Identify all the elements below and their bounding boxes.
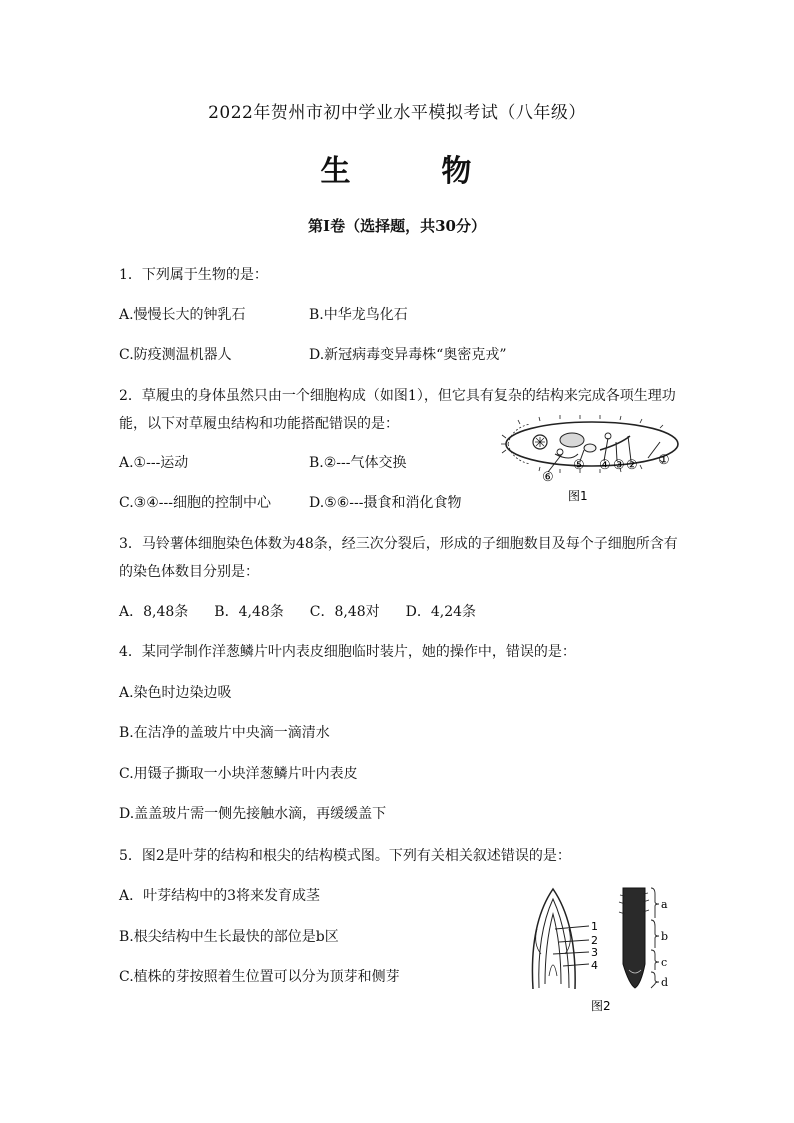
part-heading: 第Ⅰ卷（选择题，共30分） xyxy=(308,217,486,235)
figure-1-label-5: ⑤ xyxy=(573,458,585,473)
figure-1-label-1: ① xyxy=(658,453,670,468)
figure-1-label-2: ② xyxy=(626,458,638,473)
figure-2-bud-label-4: 4 xyxy=(591,959,598,972)
question-3-stem-line-2: 的染色体数目分别是： xyxy=(119,564,259,580)
question-5-option-c: C.植株的芽按照着生位置可以分为顶芽和侧芽 xyxy=(119,969,400,985)
figure-2-bud-and-root xyxy=(525,884,675,1014)
figure-2-bud-label-1: 1 xyxy=(591,920,598,933)
subject-title: 生 物 xyxy=(320,154,474,189)
figure-1-label-3: ③ xyxy=(613,458,625,473)
question-1-option-a: A.慢慢长大的钟乳石 xyxy=(119,307,246,323)
question-1-option-b: B.中华龙鸟化石 xyxy=(309,307,408,323)
question-3-option-d: D．4,24条 xyxy=(405,604,477,620)
question-4-option-a: A.染色时边染边吸 xyxy=(119,685,232,701)
question-2-stem-line-1: 2．草履虫的身体虽然只由一个细胞构成（如图1），但它具有复杂的结构来完成各项生理功 xyxy=(119,388,676,404)
question-2-option-b: B.②---气体交换 xyxy=(309,455,407,471)
question-5-option-b: B.根尖结构中生长最快的部位是b区 xyxy=(119,929,339,945)
question-2-stem-line-2: 能，以下对草履虫结构和功能搭配错误的是： xyxy=(119,416,399,432)
figure-2-root-label-b: b xyxy=(661,930,669,943)
question-2-option-c: C.③④---细胞的控制中心 xyxy=(119,495,271,511)
exam-title: 2022年贺州市初中学业水平模拟考试（八年级） xyxy=(208,103,586,123)
question-2-option-a: A.①---运动 xyxy=(119,455,189,471)
figure-2-root-label-a: a xyxy=(661,898,668,911)
figure-2-caption: 图2 xyxy=(591,999,611,1013)
question-4-option-b: B.在洁净的盖玻片中央滴一滴清水 xyxy=(119,725,330,741)
question-2-option-d: D.⑤⑥---摄食和消化食物 xyxy=(309,495,462,511)
figure-1-label-6: ⑥ xyxy=(542,470,554,485)
question-3-option-b: B．4,48条 xyxy=(214,604,284,620)
question-1-option-c: C.防疫测温机器人 xyxy=(119,347,232,363)
figure-1-caption: 图1 xyxy=(568,489,588,503)
question-3-option-a: A．8,48条 xyxy=(119,604,189,620)
figure-1-paramecium xyxy=(500,414,690,509)
question-4-stem: 4．某同学制作洋葱鳞片叶内表皮细胞临时装片，她的操作中，错误的是： xyxy=(119,644,576,660)
figure-2-root-label-d: d xyxy=(661,976,669,989)
question-4-option-c: C.用镊子撕取一小块洋葱鳞片叶内表皮 xyxy=(119,766,358,782)
figure-2-bud-label-2: 2 xyxy=(591,934,598,947)
question-1-stem: 1．下列属于生物的是： xyxy=(119,267,268,283)
figure-2-root-label-c: c xyxy=(661,956,668,969)
question-3-stem-line-1: 3．马铃薯体细胞染色体数为48条，经三次分裂后，形成的子细胞数目及每个子细胞所含有 xyxy=(119,536,678,552)
question-1-option-d: D.新冠病毒变异毒株“奥密克戎” xyxy=(309,347,507,363)
question-4-option-d: D.盖盖玻片需一侧先接触水滴，再缓缓盖下 xyxy=(119,806,387,822)
question-3-options xyxy=(119,601,502,621)
question-5-stem: 5．图2是叶芽的结构和根尖的结构模式图。下列有关相关叙述错误的是： xyxy=(119,848,571,864)
question-3-option-c: C．8,48对 xyxy=(309,604,380,620)
figure-2-bud-label-3: 3 xyxy=(591,946,598,959)
question-5-option-a: A．叶芽结构中的3将来发育成茎 xyxy=(119,888,321,904)
figure-1-label-4: ④ xyxy=(599,458,611,473)
